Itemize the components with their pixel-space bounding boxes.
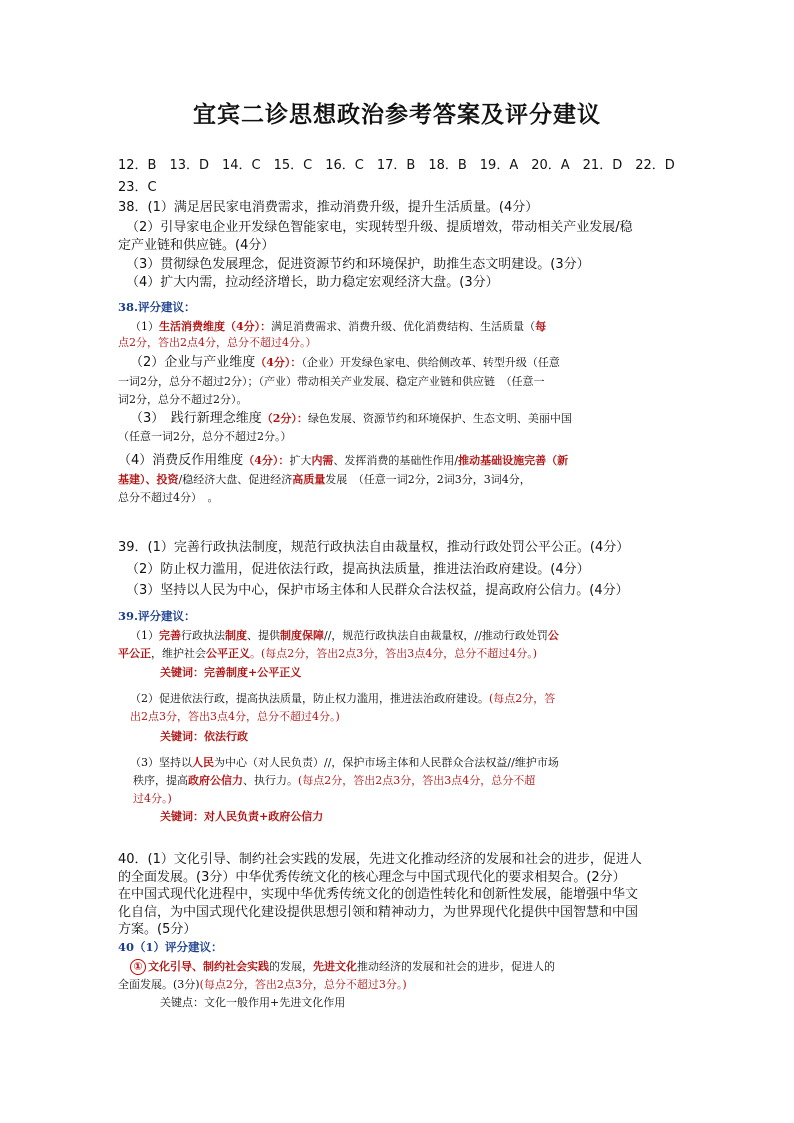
q40-scoring-title: 40（1）评分建议： [118,940,223,954]
page-title: 宜宾二诊思想政治参考答案及评分建议 [193,101,601,128]
q39-scoring-3: （3）坚持以人民为中心（对人民负责）//，保护市场主体和人民群众合法权益//维护市场 [130,756,559,769]
q39-scoring-1: （1）完善行政执法制度、提供制度保障//，规范行政执法自由裁量权，//推动行政处罚公 [130,629,559,642]
q39-scoring-1-cont: 平公正，维护社会公平正义。(每点2分，答出2点3分，答出3点4分，总分不超过4分。) [118,647,538,660]
q40-answer-4: 化自信，为中国式现代化建设提供思想引领和精神动力，为世界现代化提供中国智慧和中国 [118,905,639,920]
q39-keyword-1: 关键词：完善制度+公平正义 [160,666,302,679]
q38-scoring-2-cont: 一词2分，总分不超过2分）；（产业）带动相关产业发展、稳定产业链和供应链 （任意一 [118,375,545,388]
q39-scoring-3-cont: 秩序，提高政府公信力、执行力。(每点2分，答出2点3分，答出3点4分，总分不超 [133,774,536,787]
q39-scoring-3-cont2: 过4分。) [133,792,172,805]
q40-answer-5: 方案。(5分） [118,922,197,937]
q38-scoring-4-cont: 基建）、投资/稳经济大盘、促进经济高质量发展 （任意一词2分，2词3分，3词4分， [118,473,531,486]
q39-answer-2: （2）防止权力滥用，促进依法行政，提高执法质量，推进法治政府建设。(4分） [126,562,590,577]
q38-answer-4: （4）扩大内需，拉动经济增长，助力稳定宏观经济大盘。(3分） [126,275,499,290]
q38-answer-2: （2）引导家电企业开发绿色智能家电，实现转型升级、提质增效，带动相关产业发展/稳 [126,220,633,235]
q38-scoring-3-cont: （任意一词2分，总分不超过2分。） [118,430,292,443]
q39-answer-3: （3）坚持以人民为中心，保护市场主体和人民群众合法权益，提高政府公信力。(4分） [126,583,629,598]
q38-answer-3: （3）贯彻绿色发展理念，促进资源节约和环境保护，助推生态文明建设。(3分） [126,257,590,272]
circled-number-1: ① [130,959,146,975]
q39-answer-1: 39．(1）完善行政执法制度，规范行政执法自由裁量权，推动行政处罚公平公正。(4分） [118,540,630,555]
mc-answers-line-2: 23．C [118,180,157,195]
mc-answers-line-1: 12．B 13．D 14．C 15．C 16．C 17．B 18．B 19．A 20．A 21．D 22．D [118,158,675,173]
q39-scoring-2-cont: 出2点3分，答出3点4分，总分不超过4分。) [130,710,340,723]
q38-scoring-4-cont2: 总分不超过4分） 。 [118,491,219,504]
q38-scoring-2-cont2: 词2分，总分不超过2分）。 [118,393,248,406]
q39-keyword-2: 关键词：依法行政 [160,730,248,743]
q40-answer-1: 40．(1）文化引导、制约社会实践的发展，先进文化推动经济的发展和社会的进步，促进人 [118,852,642,867]
q40-keyword: 关键点：文化一般作用+先进文化作用 [160,996,346,1009]
q38-scoring-1-cont: 点2分，答出2点4分，总分不超过4分。） [118,336,317,349]
q38-answer-2-cont: 定产业链和供应链。(4分） [118,238,275,253]
q39-keyword-3: 关键词：对人民负责+政府公信力 [160,810,324,823]
q40-answer-2: 的全面发展。(3分）中华优秀传统文化的核心理念与中国式现代化的要求相契合。(2分） [118,870,626,885]
q38-answer-1: 38．(1）满足居民家电消费需求，推动消费升级，提升生活质量。(4分） [118,200,539,215]
q39-scoring-2: （2）促进依法行政，提高执法质量，防止权力滥用，推进法治政府建设。(每点2分，答 [130,692,556,705]
q38-scoring-4: （4）消费反作用维度（4分）：扩大内需、发挥消费的基础性作用/推动基础设施完善（新 [118,453,569,468]
q40-scoring-1: ① 文化引导、制约社会实践的发展，先进文化推动经济的发展和社会的进步，促进人的 [130,958,698,976]
q38-scoring-3: （3） 践行新理念维度（2分）：绿色发展、资源节约和环境保护、生态文明、美丽中国 [130,411,572,426]
q40-answer-3: 在中国式现代化进程中，实现中华优秀传统文化的创造性转化和创新性发展，能增强中华文 [118,887,639,902]
q38-scoring-title: 38.评分建议： [118,300,196,314]
q38-scoring-1: （1）生活消费维度（4分）：满足消费需求、消费升级、优化消费结构、生活质量（每 [130,320,547,333]
q39-scoring-title: 39.评分建议： [118,609,196,623]
q38-scoring-2: （2）企业与产业维度（4分）：（企业）开发绿色家电、供给侧改革、转型升级（任意 [130,355,560,370]
q40-scoring-1-cont: 全面发展。(3分)(每点2分，答出2点3分，总分不超过3分。) [118,978,407,991]
